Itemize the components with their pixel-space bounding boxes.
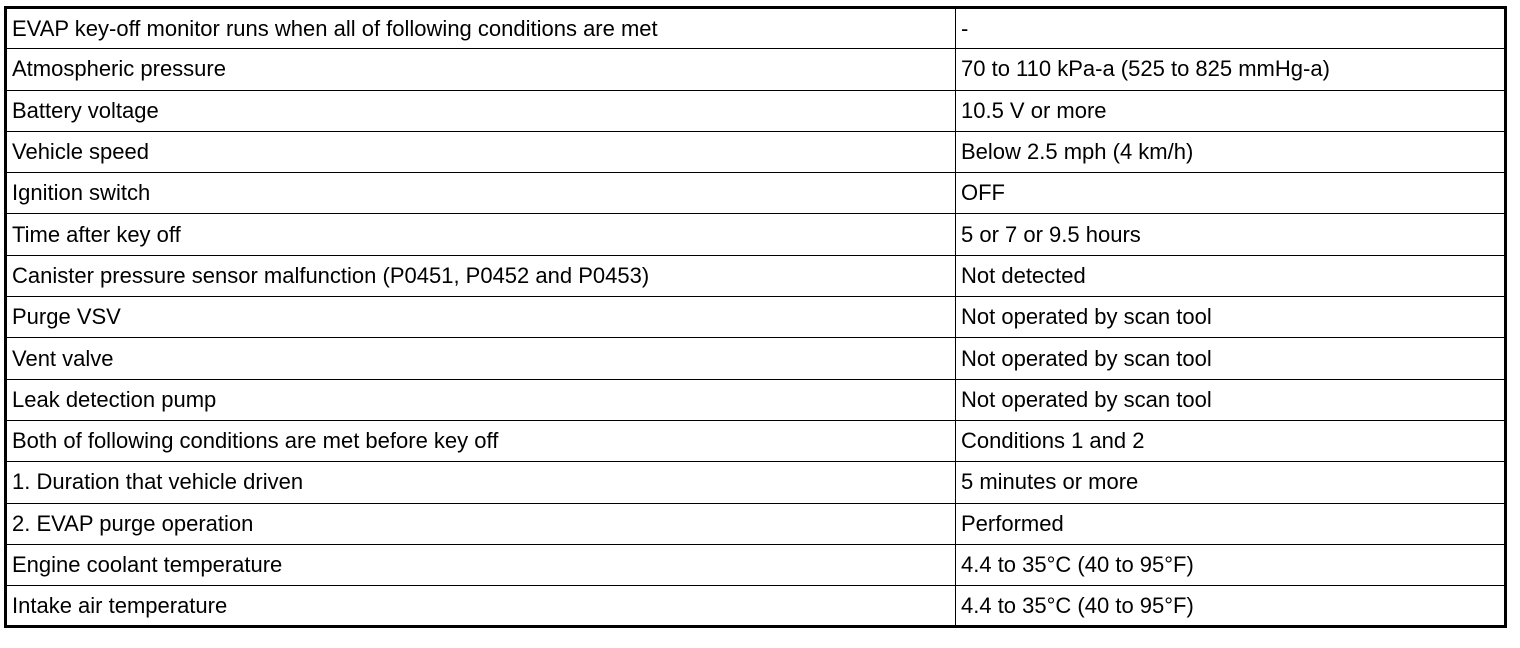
table-row	[6, 338, 1506, 379]
condition-cell: Vehicle speed	[6, 131, 956, 172]
condition-cell: Vent valve	[6, 338, 956, 379]
value-cell: Below 2.5 mph (4 km/h)	[956, 131, 1506, 172]
condition-cell: 2. EVAP purge operation	[6, 503, 956, 544]
condition-cell: Engine coolant temperature	[6, 544, 956, 585]
value-cell: Not operated by scan tool	[956, 338, 1506, 379]
table-row	[6, 297, 1506, 338]
table-row	[6, 420, 1506, 461]
value-cell: 5 minutes or more	[956, 462, 1506, 503]
table-row	[6, 379, 1506, 420]
table-row	[6, 8, 1506, 49]
value-cell: -	[956, 8, 1506, 49]
value-cell: 5 or 7 or 9.5 hours	[956, 214, 1506, 255]
condition-cell: Purge VSV	[6, 297, 956, 338]
value-cell: Not detected	[956, 255, 1506, 296]
value-cell: 10.5 V or more	[956, 90, 1506, 131]
condition-cell: EVAP key-off monitor runs when all of following conditions are met	[6, 8, 956, 49]
table-row	[6, 462, 1506, 503]
table-row	[6, 255, 1506, 296]
table-row	[6, 503, 1506, 544]
value-cell: 4.4 to 35°C (40 to 95°F)	[956, 544, 1506, 585]
condition-cell: Leak detection pump	[6, 379, 956, 420]
value-cell: Conditions 1 and 2	[956, 420, 1506, 461]
table-row	[6, 173, 1506, 214]
condition-cell: Time after key off	[6, 214, 956, 255]
condition-cell: Canister pressure sensor malfunction (P0451, P0452 and P0453)	[6, 255, 956, 296]
value-cell: Not operated by scan tool	[956, 297, 1506, 338]
value-cell: 4.4 to 35°C (40 to 95°F)	[956, 586, 1506, 627]
condition-cell: 1. Duration that vehicle driven	[6, 462, 956, 503]
value-cell: 70 to 110 kPa-a (525 to 825 mmHg-a)	[956, 49, 1506, 90]
table-row	[6, 214, 1506, 255]
table-row	[6, 544, 1506, 585]
table-row	[6, 586, 1506, 627]
table-row	[6, 49, 1506, 90]
table-row	[6, 131, 1506, 172]
condition-cell: Ignition switch	[6, 173, 956, 214]
conditions-table	[4, 6, 1507, 628]
value-cell: Not operated by scan tool	[956, 379, 1506, 420]
condition-cell: Both of following conditions are met before key off	[6, 420, 956, 461]
value-cell: OFF	[956, 173, 1506, 214]
table-row	[6, 90, 1506, 131]
condition-cell: Atmospheric pressure	[6, 49, 956, 90]
value-cell: Performed	[956, 503, 1506, 544]
condition-cell: Battery voltage	[6, 90, 956, 131]
condition-cell: Intake air temperature	[6, 586, 956, 627]
